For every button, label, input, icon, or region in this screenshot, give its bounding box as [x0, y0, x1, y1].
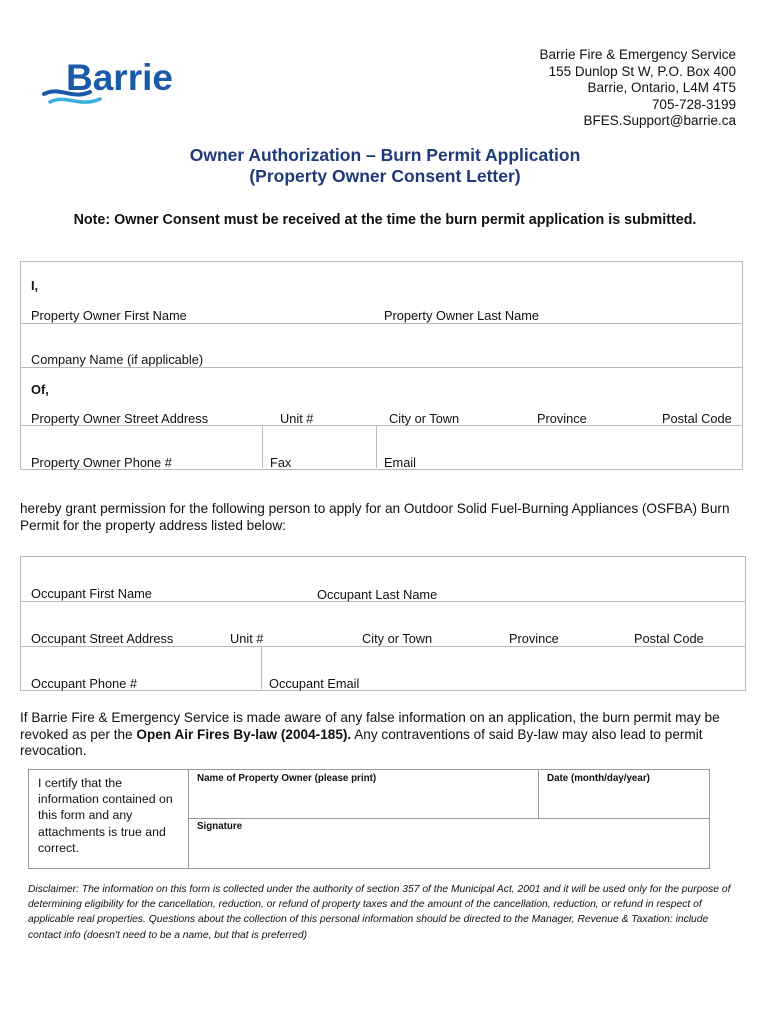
owner-unit-field[interactable]: Unit # [280, 411, 314, 426]
warning-paragraph [20, 710, 740, 760]
occupant-phone-field[interactable]: Occupant Phone # [31, 676, 138, 691]
note: Note: Owner Consent must be received at the time the burn permit application is submitted. [73, 212, 697, 228]
signature-field[interactable]: Signature [197, 821, 243, 832]
of-label: Of, [31, 382, 49, 397]
barrie-logo [42, 52, 182, 112]
street-address: 155 Dunlop St W, P.O. Box 400 [548, 63, 736, 79]
occupant-province-field[interactable]: Province [509, 631, 559, 646]
phone: 705-728-3199 [651, 96, 736, 112]
grant-paragraph: hereby grant permission for the following person to apply for an Outdoor Solid Fuel-Burning Appliances (OSFBA) Burn Permit for the property address listed below: [20, 501, 730, 533]
owner-name-print-field[interactable]: Name of Property Owner (please print) [197, 773, 377, 784]
city-address: Barrie, Ontario, L4M 4T5 [587, 80, 736, 96]
occupant-first-name-field[interactable]: Occupant First Name [31, 586, 152, 601]
divider [20, 323, 742, 324]
divider [20, 367, 742, 368]
occupant-street-field[interactable]: Occupant Street Address [31, 631, 174, 646]
owner-phone-field[interactable]: Property Owner Phone # [31, 455, 172, 470]
divider [376, 425, 377, 468]
title-line-2: (Property Owner Consent Letter) [249, 166, 521, 186]
date-field[interactable]: Date (month/day/year) [547, 773, 650, 784]
company-name-field[interactable]: Company Name (if applicable) [31, 352, 204, 367]
occupant-email-field[interactable]: Occupant Email [269, 676, 360, 691]
owner-fax-field[interactable]: Fax [270, 455, 292, 470]
bylaw-reference: Open Air Fires By-law (2004-185). [136, 726, 352, 742]
divider [262, 425, 263, 468]
disclaimer: Disclaimer: The information on this form is collected under the authority of section 357 of the Municipal Act, 2001 and it will be used only for the purpose of determining eligibility for the cancellation, reduction, or refund of property taxes and the amount of the cancellation, reduction, or refund in respect of applicable real properties. Questions about the collection of this personal information should be directed to the Manager, Revenue & Taxation: include contact info (doesn't need to be a name, but that is preferred) [28, 884, 731, 941]
divider [188, 818, 709, 819]
occupant-form [20, 556, 746, 691]
occupant-last-name-field[interactable]: Occupant Last Name [317, 587, 438, 602]
page-title [0, 145, 770, 187]
owner-email-field[interactable]: Email [384, 455, 416, 470]
certify-statement: I certify that the information contained on this form and any attachments is true and correct. [38, 776, 173, 855]
warning-text: If Barrie Fire & Emergency Service is made aware of any false information on an application, the burn permit may be revoked as per the [20, 710, 720, 742]
owner-province-field[interactable]: Province [537, 411, 587, 426]
warning-text-end: Any contraventions of said By-law may also lead to permit revocation. [20, 726, 703, 759]
org-name: Barrie Fire & Emergency Service [539, 47, 736, 62]
i-label: I, [31, 278, 39, 293]
occupant-city-field[interactable]: City or Town [362, 631, 433, 646]
occupant-unit-field[interactable]: Unit # [230, 631, 264, 646]
address-block [539, 47, 736, 130]
owner-street-field[interactable]: Property Owner Street Address [31, 411, 209, 426]
owner-last-name-field[interactable]: Property Owner Last Name [384, 308, 540, 323]
owner-first-name-field[interactable]: Property Owner First Name [31, 308, 187, 323]
owner-postal-field[interactable]: Postal Code [662, 411, 732, 426]
divider [20, 646, 745, 647]
owner-city-field[interactable]: City or Town [389, 411, 460, 426]
divider [261, 646, 262, 689]
occupant-postal-field[interactable]: Postal Code [634, 631, 704, 646]
email-link[interactable]: BFES.Support@barrie.ca [583, 113, 736, 129]
svg-text:Barrie: Barrie [66, 57, 173, 98]
title-line-1: Owner Authorization – Burn Permit Application [189, 145, 581, 165]
divider [538, 769, 539, 818]
